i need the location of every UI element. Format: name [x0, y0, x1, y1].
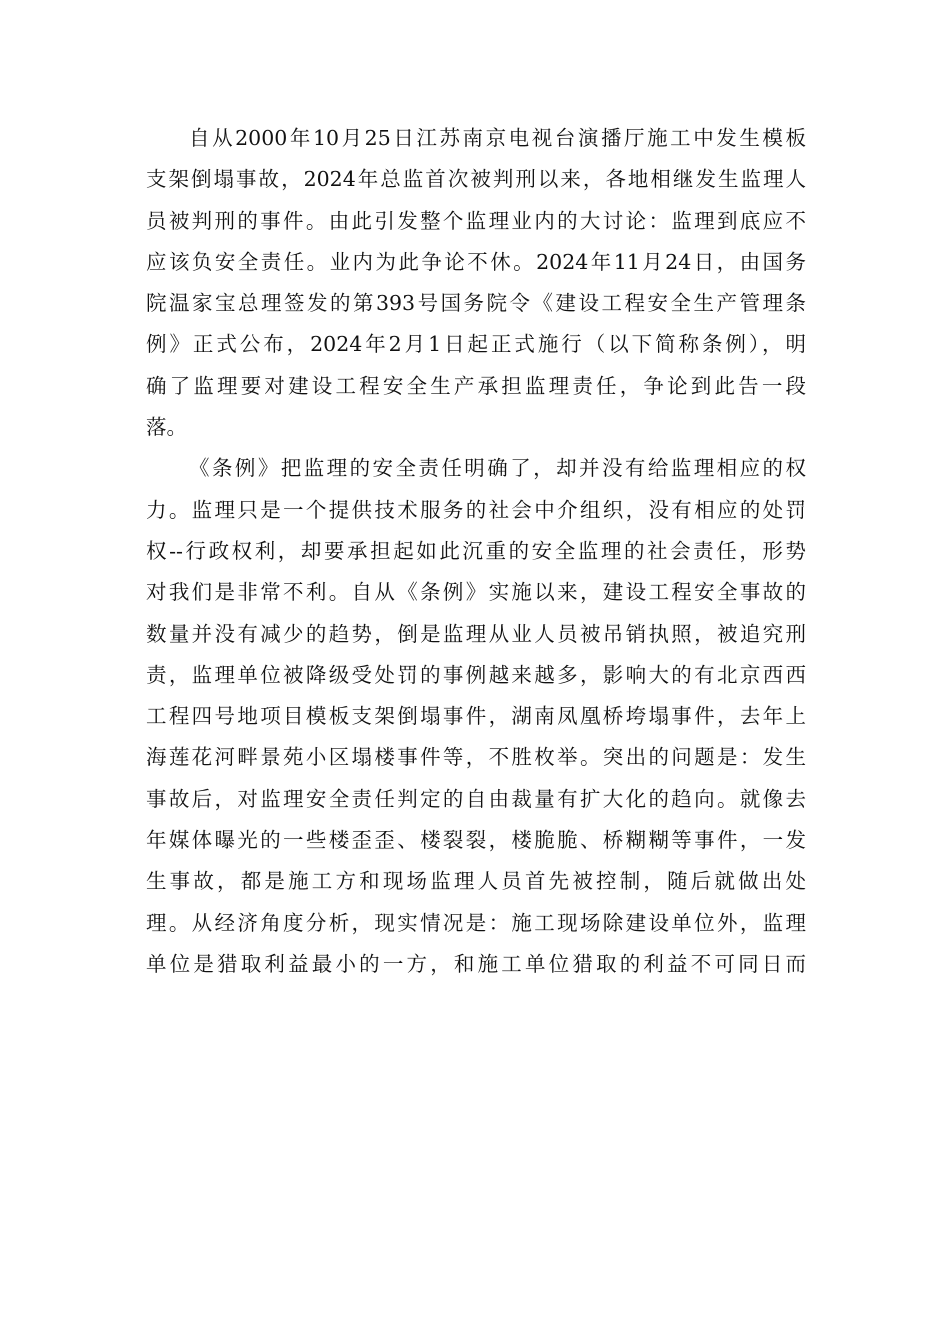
paragraph-2 [146, 448, 806, 985]
paragraph-1 [146, 118, 806, 448]
text-line: 事故后，对监理安全责任判定的自由裁量有扩大化的趋向。就像去 [146, 786, 806, 811]
text-line: 单位是猎取利益最小的一方，和施工单位猎取的利益不可同日而 [146, 951, 806, 976]
text-line: 工程四号地项目模板支架倒塌事件，湖南凤凰桥垮塌事件，去年上 [146, 704, 806, 729]
text-line: 权--行政权利，却要承担起如此沉重的安全监理的社会责任，形势 [146, 538, 806, 563]
text-line: 《条例》把监理的安全责任明确了，却并没有给监理相应的权 [189, 456, 806, 481]
text-line: 自从2000年10月25日江苏南京电视台演播厅施工中发生模板 [189, 126, 806, 150]
text-line: 力。监理只是一个提供技术服务的社会中介组织，没有相应的处罚 [146, 497, 806, 522]
text-line: 责，监理单位被降级受处罚的事例越来越多，影响大的有北京西西 [146, 662, 806, 687]
text-line: 海莲花河畔景苑小区塌楼事件等，不胜枚举。突出的问题是：发生 [146, 745, 806, 770]
document-body [146, 118, 806, 985]
text-line: 确了监理要对建设工程安全生产承担监理责任，争论到此告一段 [146, 373, 806, 398]
text-line: 例》正式公布，2024年2月1日起正式施行（以下简称条例），明 [146, 332, 806, 357]
text-line: 年媒体曝光的一些楼歪歪、楼裂裂，楼脆脆、桥糊糊等事件，一发 [146, 828, 806, 853]
text-line: 院温家宝总理签发的第393号国务院令《建设工程安全生产管理条 [146, 291, 806, 316]
text-line: 落。 [146, 415, 187, 440]
text-line: 生事故，都是施工方和现场监理人员首先被控制，随后就做出处 [146, 869, 806, 894]
text-line: 对我们是非常不利。自从《条例》实施以来，建设工程安全事故的 [146, 580, 806, 605]
text-line: 数量并没有减少的趋势，倒是监理从业人员被吊销执照，被追究刑 [146, 621, 806, 646]
text-line: 应该负安全责任。业内为此争论不休。2024年11月24日，由国务 [146, 249, 806, 274]
text-line: 员被判刑的事件。由此引发整个监理业内的大讨论：监理到底应不 [146, 208, 806, 233]
text-line: 支架倒塌事故，2024年总监首次被判刑以来，各地相继发生监理人 [146, 167, 806, 192]
text-line: 理。从经济角度分析，现实情况是：施工现场除建设单位外，监理 [146, 910, 806, 935]
